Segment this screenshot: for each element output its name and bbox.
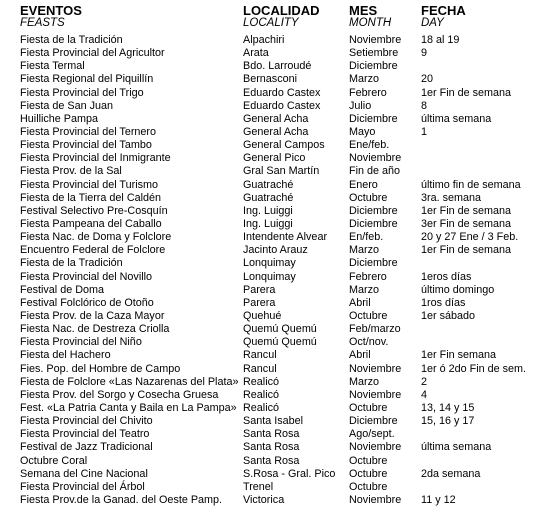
event-cell: Huilliche Pampa (20, 112, 99, 125)
date-cell: última semana (421, 112, 492, 125)
table-row (0, 494, 538, 507)
month-cell: Octubre (349, 191, 388, 204)
month-cell: Octubre (349, 309, 388, 322)
month-cell: Octubre (349, 454, 388, 467)
table-row (0, 455, 538, 468)
table-row (0, 349, 538, 362)
table-row (0, 179, 538, 192)
event-cell: Fiesta de la Tradición (20, 257, 123, 270)
event-cell: Fiesta de la Tradición (20, 34, 123, 46)
locality-cell: General Acha (243, 125, 309, 138)
header-localidad: LOCALIDAD (243, 3, 320, 18)
month-cell: Noviembre (349, 362, 402, 375)
date-cell: 1er Fin semana (421, 349, 497, 362)
event-cell: Fiesta Prov. del Sorgo y Cosecha Gruesa (20, 388, 219, 401)
locality-cell: Ing. Luiggi (243, 204, 293, 217)
event-cell: Fiesta Provincial del Ternero (20, 125, 157, 138)
date-cell: 20 y 27 Ene / 3 Feb. (421, 231, 519, 244)
event-cell: Encuentro Federal de Folclore (20, 244, 166, 257)
locality-cell: Santa Rosa (243, 441, 300, 454)
month-cell: En/feb. (349, 231, 384, 244)
date-cell: 2da semana (421, 467, 481, 480)
table-row (0, 389, 538, 402)
header-locality: LOCALITY (243, 17, 299, 29)
table-row (0, 402, 538, 415)
event-cell: Fiesta Termal (20, 60, 85, 73)
event-cell: Fiesta Nac. de Doma y Folclore (20, 231, 172, 244)
event-cell: Festival de Jazz Tradicional (20, 441, 153, 454)
locality-cell: Parera (243, 283, 276, 296)
date-cell: 18 al 19 (421, 34, 460, 46)
table-row (0, 376, 538, 389)
table-row (0, 441, 538, 454)
locality-cell: Santa Isabel (243, 415, 304, 428)
event-cell: Festival de Doma (20, 283, 105, 296)
date-cell: 9 (421, 47, 428, 60)
month-cell: Diciembre (349, 112, 398, 125)
table-header (0, 4, 538, 30)
month-cell: Diciembre (349, 217, 398, 230)
table-row (0, 428, 538, 441)
locality-cell: Parera (243, 296, 276, 309)
month-cell: Octubre (349, 401, 388, 414)
table-row (0, 310, 538, 323)
table-row (0, 415, 538, 428)
locality-cell: Guatraché (243, 178, 294, 191)
table-row (0, 73, 538, 86)
month-cell: Diciembre (349, 204, 398, 217)
locality-cell: Eduardo Castex (243, 99, 321, 112)
locality-cell: General Campos (243, 139, 325, 152)
locality-cell: Realicó (243, 401, 280, 414)
locality-cell: S.Rosa - Gral. Pico (243, 467, 336, 480)
locality-cell: Quehué (243, 309, 282, 322)
table-row (0, 139, 538, 152)
table-row (0, 152, 538, 165)
header-eventos: EVENTOS (20, 3, 82, 18)
date-cell: 1er sábado (421, 309, 476, 322)
event-cell: Fiesta Nac. de Destreza Criolla (20, 323, 170, 336)
month-cell: Febrero (349, 86, 387, 99)
month-cell: Febrero (349, 270, 387, 283)
event-cell: Fiesta Prov. de la Caza Mayor (20, 309, 165, 322)
date-cell: 1eros días (421, 270, 472, 283)
month-cell: Mayo (349, 125, 376, 138)
date-cell: última semana (421, 441, 492, 454)
month-cell: Marzo (349, 73, 379, 86)
header-month: MONTH (349, 17, 392, 29)
date-cell: 1er Fin de semana (421, 86, 512, 99)
locality-cell: Santa Rosa (243, 428, 300, 441)
event-cell: Fiesta del Hachero (20, 349, 111, 362)
header-mes: MES (349, 3, 378, 18)
table-row (0, 100, 538, 113)
header-feasts: FEASTS (20, 17, 65, 29)
locality-cell: Lonquimay (243, 257, 296, 270)
table-row (0, 34, 538, 47)
month-cell: Diciembre (349, 415, 398, 428)
month-cell: Noviembre (349, 152, 402, 165)
locality-cell: Arata (243, 47, 269, 60)
event-cell: Fiesta Provincial del Niño (20, 336, 142, 349)
locality-cell: Quemú Quemú (243, 323, 317, 336)
date-cell: 8 (421, 99, 428, 112)
month-cell: Abril (349, 349, 371, 362)
table-row (0, 363, 538, 376)
month-cell: Noviembre (349, 493, 402, 506)
date-cell: 4 (421, 388, 428, 401)
event-cell: Fiesta de San Juan (20, 99, 114, 112)
date-cell: 1er Fin de semana (421, 244, 512, 257)
date-cell: 2 (421, 375, 428, 388)
locality-cell: Trenel (243, 480, 274, 493)
date-cell: 11 y 12 (421, 493, 456, 506)
month-cell: Noviembre (349, 441, 402, 454)
event-cell: Fiesta Provincial del Teatro (20, 428, 150, 441)
table-row (0, 113, 538, 126)
event-cell: Semana del Cine Nacional (20, 467, 148, 480)
table-row (0, 87, 538, 100)
locality-cell: Victorica (243, 493, 285, 506)
event-cell: Fiesta Provincial del Árbol (20, 480, 145, 493)
event-cell: Fiesta Prov.de la Ganad. del Oeste Pamp. (20, 493, 223, 506)
month-cell: Diciembre (349, 60, 398, 73)
event-cell: Fiesta Provincial del Novillo (20, 270, 153, 283)
month-cell: Noviembre (349, 388, 402, 401)
table-row (0, 165, 538, 178)
date-cell: 1er ó 2do Fin de sem. (421, 362, 527, 375)
locality-cell: Gral San Martín (243, 165, 320, 178)
month-cell: Marzo (349, 244, 379, 257)
month-cell: Ene/feb. (349, 139, 390, 152)
table-row (0, 271, 538, 284)
table-row (0, 192, 538, 205)
table-row (0, 47, 538, 60)
month-cell: Julio (349, 99, 372, 112)
locality-cell: Rancul (243, 349, 277, 362)
locality-cell: Realicó (243, 388, 280, 401)
month-cell: Enero (349, 178, 378, 191)
table-row (0, 244, 538, 257)
event-cell: Fies. Pop. del Hombre de Campo (20, 362, 181, 375)
month-cell: Setiembre (349, 47, 399, 60)
month-cell: Feb/marzo (349, 323, 401, 336)
month-cell: Oct/nov. (349, 336, 389, 349)
table-row (0, 336, 538, 349)
table-row (0, 297, 538, 310)
locality-cell: Bdo. Larroudé (243, 60, 312, 73)
locality-cell: Quemú Quemú (243, 336, 317, 349)
locality-cell: Eduardo Castex (243, 86, 321, 99)
event-cell: Fiesta de Folclore «Las Nazarenas del Plata» (20, 375, 239, 388)
locality-cell: Ing. Luiggi (243, 217, 293, 230)
table-row (0, 126, 538, 139)
locality-cell: Lonquimay (243, 270, 296, 283)
locality-cell: Intendente Alvear (243, 231, 328, 244)
locality-cell: Bernasconi (243, 73, 298, 86)
date-cell: 13, 14 y 15 (421, 401, 475, 414)
month-cell: Marzo (349, 375, 379, 388)
month-cell: Fin de año (349, 165, 401, 178)
month-cell: Octubre (349, 467, 388, 480)
event-cell: Fiesta Provincial del Inmigrante (20, 152, 171, 165)
event-cell: Fiesta Provincial del Agricultor (20, 47, 165, 60)
locality-cell: Jacinto Arauz (243, 244, 308, 257)
locality-cell: Guatraché (243, 191, 294, 204)
date-cell: 3er Fin de semana (421, 217, 512, 230)
event-cell: Fiesta Provincial del Trigo (20, 86, 144, 99)
table-row (0, 60, 538, 73)
date-cell: 1er Fin de semana (421, 204, 512, 217)
event-cell: Festival Selectivo Pre-Cosquín (20, 204, 168, 217)
locality-cell: General Acha (243, 112, 309, 125)
event-cell: Fiesta Provincial del Chivito (20, 415, 153, 428)
date-cell: 3ra. semana (421, 191, 482, 204)
table-row (0, 257, 538, 270)
date-cell: 15, 16 y 17 (421, 415, 475, 428)
table-body (0, 34, 538, 507)
event-cell: Fiesta Prov. de la Sal (20, 165, 122, 178)
event-cell: Fiesta Provincial del Tambo (20, 139, 152, 152)
header-fecha: FECHA (421, 3, 466, 18)
month-cell: Noviembre (349, 34, 402, 46)
event-cell: Octubre Coral (20, 454, 88, 467)
locality-cell: Realicó (243, 375, 280, 388)
event-cell: Fiesta Regional del Piquillín (20, 73, 154, 86)
month-cell: Ago/sept. (349, 428, 395, 441)
month-cell: Octubre (349, 480, 388, 493)
table-row (0, 205, 538, 218)
event-cell: Fiesta de la Tierra del Caldén (20, 191, 162, 204)
event-cell: Fiesta Pampeana del Caballo (20, 217, 162, 230)
event-cell: Fest. «La Patria Canta y Baila en La Pampa» (20, 401, 237, 414)
table-row (0, 284, 538, 297)
table-row (0, 323, 538, 336)
date-cell: último domingo (421, 283, 495, 296)
locality-cell: General Pico (243, 152, 306, 165)
date-cell: 1ros días (421, 296, 466, 309)
date-cell: 1 (421, 125, 428, 138)
table-row (0, 468, 538, 481)
date-cell: 20 (421, 73, 434, 86)
month-cell: Marzo (349, 283, 379, 296)
locality-cell: Rancul (243, 362, 277, 375)
table-row (0, 218, 538, 231)
table-row (0, 231, 538, 244)
event-cell: Festival Folclórico de Otoño (20, 296, 154, 309)
month-cell: Diciembre (349, 257, 398, 270)
event-cell: Fiesta Provincial del Turismo (20, 178, 159, 191)
table-row (0, 481, 538, 494)
header-day: DAY (421, 17, 444, 29)
date-cell: último fin de semana (421, 178, 521, 191)
month-cell: Abril (349, 296, 371, 309)
locality-cell: Santa Rosa (243, 454, 300, 467)
locality-cell: Alpachiri (243, 34, 285, 46)
